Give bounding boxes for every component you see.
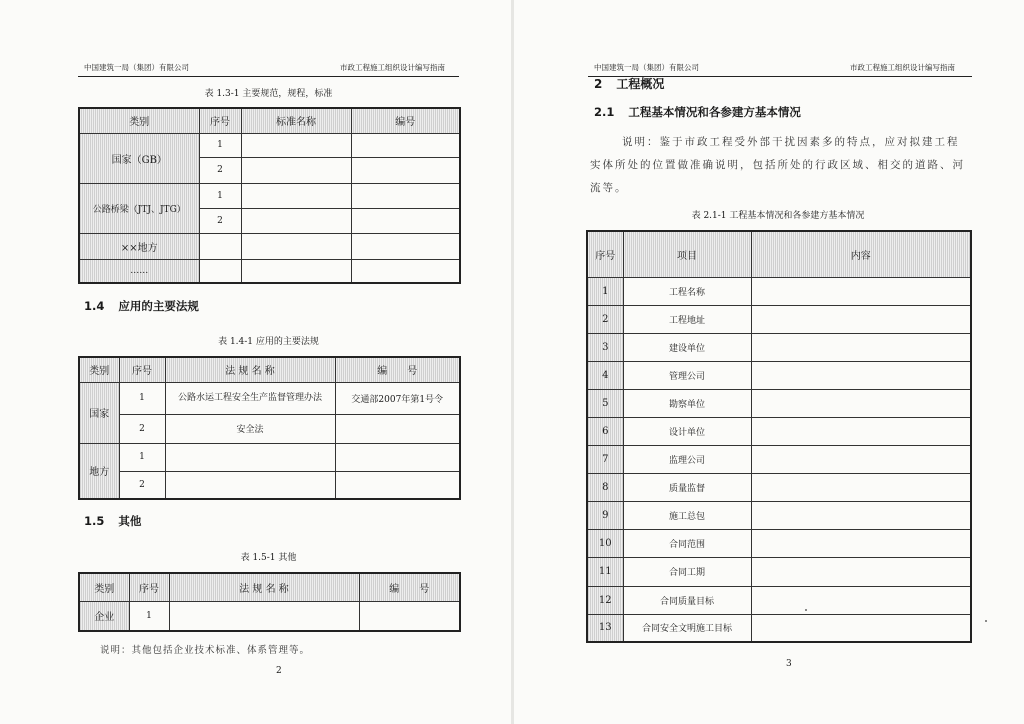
scan-speck [985,620,987,622]
category-local: 地方 [79,443,119,499]
table-cell [351,157,460,183]
row-index: 3 [587,333,623,361]
row-item: 管理公司 [623,361,751,389]
row-item: 施工总包 [623,502,751,530]
table-cell [335,414,460,443]
row-item: 合同安全文明施工目标 [623,614,751,642]
row-index: 1 [199,133,241,157]
section-number: 2 [594,77,603,91]
row-content [751,361,971,389]
table-cell [199,259,241,283]
table-cell [241,157,351,183]
col-header-category: 类别 [79,357,119,382]
regulation-code: 交通部2007年第1号令 [335,382,460,414]
table-row [587,417,971,445]
section-title: 工程概况 [616,77,665,91]
row-index: 7 [587,446,623,474]
right-page [514,0,1024,724]
col-header-index: 序号 [129,573,169,601]
row-item: 质量监督 [623,474,751,502]
row-index: 6 [587,417,623,445]
row-content [751,277,971,305]
table-cell [335,471,460,499]
table-cell [169,601,359,631]
col-header-item: 项目 [623,231,751,277]
col-header-category: 类别 [79,108,199,133]
table-note: 说明：其他包括企业技术标准、体系管理等。 [100,645,311,656]
header-rule [78,76,459,77]
section-heading-2 [594,75,664,92]
col-header-code: 编号 [351,108,460,133]
row-item: 勘察单位 [623,389,751,417]
category-national-gb: 国家（GB） [79,133,199,183]
header-guide-title: 市政工程施工组织设计编写指南 [340,63,445,72]
other-table [78,572,461,632]
row-item: 合同质量目标 [623,586,751,614]
col-header-regulation-name: 法 规 名 称 [165,357,335,382]
header-company: 中国建筑一局（集团）有限公司 [84,63,189,72]
col-header-code: 编 号 [359,573,460,601]
regulations-table [78,356,461,500]
table-cell [359,601,460,631]
row-index: 2 [119,471,165,499]
row-index: 2 [587,305,623,333]
category-more: …… [79,259,199,283]
row-content [751,502,971,530]
table-row [587,277,971,305]
table-caption-2-1: 表 2.1-1 工程基本情况和各参建方基本情况 [691,211,865,221]
section-title: 应用的主要法规 [118,299,199,313]
category-local: ××地方 [79,233,199,259]
section-heading-1-4 [84,298,199,314]
table-cell [241,208,351,233]
table-row [587,305,971,333]
table-row [587,586,971,614]
row-item: 工程名称 [623,277,751,305]
row-index: 12 [587,586,623,614]
row-index: 8 [587,474,623,502]
regulation-name: 公路水运工程安全生产监督管理办法 [165,382,335,414]
col-header-regulation-name: 法 规 名 称 [169,573,359,601]
left-page [0,0,511,724]
table-cell [351,133,460,157]
section-title: 工程基本情况和各参建方基本情况 [628,105,801,119]
table-row [587,389,971,417]
row-item: 建设单位 [623,333,751,361]
section-description: 说明：鉴于市政工程受外部干扰因素多的特点，应对拟建工程实体所处的位置做准确说明，包括所处的行政区域、相交的道路、河流等。 [590,136,965,194]
row-content [751,474,971,502]
section-heading-1-5 [84,513,141,529]
page-number: 3 [786,659,792,669]
table-row [587,474,971,502]
table-cell [241,183,351,208]
table-caption-1-5: 表 1.5-1 其他 [240,553,297,563]
row-index: 10 [587,530,623,558]
row-content [751,614,971,642]
table-row [587,502,971,530]
table-row [587,530,971,558]
row-content [751,446,971,474]
row-content [751,389,971,417]
table-row [587,361,971,389]
row-index: 1 [129,601,169,631]
category-national: 国家 [79,382,119,443]
col-header-content: 内容 [751,231,971,277]
table-cell [165,471,335,499]
row-item: 工程地址 [623,305,751,333]
row-index: 2 [199,208,241,233]
header-company: 中国建筑一局（集团）有限公司 [594,63,699,72]
row-index: 4 [587,361,623,389]
row-index: 1 [119,443,165,471]
col-header-index: 序号 [199,108,241,133]
table-cell [335,443,460,471]
row-index: 2 [119,414,165,443]
section-number: 1.4 [84,299,105,313]
row-index: 9 [587,502,623,530]
table-cell [351,233,460,259]
header-guide-title: 市政工程施工组织设计编写指南 [850,63,955,72]
table-cell [351,208,460,233]
row-content [751,586,971,614]
row-content [751,530,971,558]
row-content [751,333,971,361]
table-cell [241,233,351,259]
col-header-standard-name: 标准名称 [241,108,351,133]
section-title: 其他 [118,514,142,528]
row-index: 13 [587,614,623,642]
table-cell [199,233,241,259]
page-number: 2 [276,666,282,676]
table-row [587,446,971,474]
regulation-name: 安全法 [165,414,335,443]
row-content [751,558,971,586]
col-header-index: 序号 [119,357,165,382]
table-cell [351,259,460,283]
table-row [587,333,971,361]
table-cell [241,133,351,157]
table-caption-1-3: 表 1.3-1 主要规范，规程，标准 [204,89,333,99]
row-index: 1 [587,277,623,305]
row-item: 合同范围 [623,530,751,558]
table-row [587,558,971,586]
section-number: 2.1 [594,105,615,119]
standards-table [78,107,461,284]
row-index: 2 [199,157,241,183]
row-index: 5 [587,389,623,417]
category-road-bridge: 公路桥梁（JTJ、JTG） [79,183,199,233]
row-item: 合同工期 [623,558,751,586]
col-header-code: 编 号 [335,357,460,382]
table-row [587,614,971,642]
project-info-table [586,230,972,643]
row-index: 11 [587,558,623,586]
table-caption-1-4: 表 1.4-1 应用的主要法规 [218,337,319,347]
row-content [751,305,971,333]
col-header-category: 类别 [79,573,129,601]
category-enterprise: 企业 [79,601,129,631]
section-number: 1.5 [84,514,105,528]
col-header-index: 序号 [587,231,623,277]
scan-speck [805,609,807,611]
table-cell [165,443,335,471]
row-index: 1 [119,382,165,414]
table-cell [241,259,351,283]
row-index: 1 [199,183,241,208]
table-cell [351,183,460,208]
row-content [751,417,971,445]
row-item: 设计单位 [623,417,751,445]
section-heading-2-1 [594,104,801,120]
row-item: 监理公司 [623,446,751,474]
